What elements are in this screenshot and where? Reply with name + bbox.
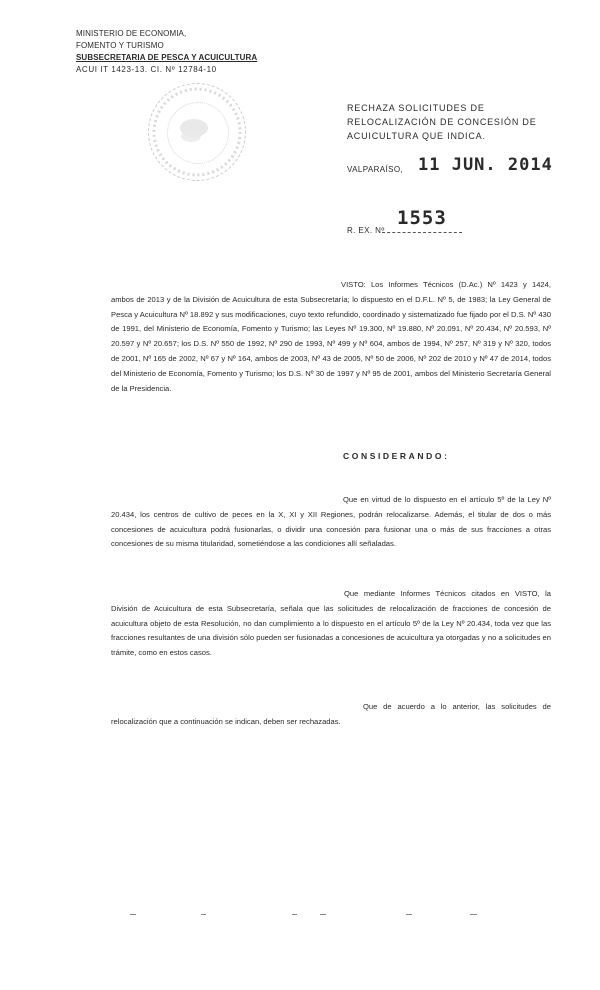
file-reference: ACUI IT 1423-13. CI. Nº 12784-10	[76, 65, 217, 74]
scan-mark	[470, 914, 477, 915]
resolution-subject: RECHAZA SOLICITUDES DE RELOCALIZACIÓN DE CONCESIÓN DE ACUICULTURA QUE INDICA.	[347, 103, 537, 141]
scan-mark	[201, 914, 206, 915]
resolution-number-line	[382, 232, 462, 233]
scan-mark	[130, 914, 136, 915]
scan-mark	[320, 914, 326, 915]
scan-mark	[406, 914, 412, 915]
scan-mark	[292, 914, 297, 915]
issuer-header	[76, 28, 257, 76]
considerando-heading: CONSIDERANDO:	[343, 451, 450, 461]
date-stamp: 11 JUN. 2014	[418, 155, 553, 175]
subsecretaria-name: SUBSECRETARIA DE PESCA Y ACUICULTURA	[76, 53, 258, 62]
ministry-subtitle: FOMENTO Y TURISMO	[76, 41, 164, 50]
visto-paragraph: VISTO: Los Informes Técnicos (D.Ac.) Nº 1423 y 1424, ambos de 2013 y de la División de Acuicultura de esta Subsecretaría; lo dispuesto en el D.F.L. Nº 5, de 1983; la Ley General de Pesca y Acuicultura Nº 18.892 y sus modificaciones, cuyo texto refundido, coordinado y sistematizado fue fijado por el D.S. Nº 430 de 1991, del Ministerio de Economía, Fomento y Turismo; las Leyes Nº 19.300, Nº 19.880, Nº 20.091, Nº 20.434, Nº 20.593, Nº 20.597 y Nº 20.657; los D.S. Nº 550 de 1992, Nº 290 de 1993, Nº 499 y Nº 604, ambos de 1994, Nº 257, Nº 319 y Nº 320, todos de 2001, Nº 165 de 2002, Nº 67 y Nº 164, ambos de 2003, Nº 43 de 2005, Nº 50 de 2006, Nº 202 de 2010 y Nº 47 de 2014, todos del Ministerio de Economía, Fomento y Turismo; los D.S. Nº 30 de 1997 y Nº 95 de 2001, ambos del Ministerio Secretaría General de la Presidencia.	[111, 280, 551, 393]
considerando-paragraph-3: Que de acuerdo a lo anterior, las solicitudes de relocalización que a continuación se indican, deben ser rechazadas.	[111, 702, 551, 726]
official-stamp-icon	[148, 83, 246, 181]
ministry-name: MINISTERIO DE ECONOMIA,	[76, 29, 187, 38]
resolution-number: 1553	[397, 207, 447, 229]
resolution-label: R. EX. Nº	[347, 226, 385, 235]
place-label: VALPARAÍSO,	[347, 165, 404, 174]
considerando-paragraph-1: Que en virtud de lo dispuesto en el artículo 5º de la Ley Nº 20.434, los centros de cultivo de peces en la X, XI y XII Regiones, podrán relocalizarse. Además, el titular de dos o más concesiones de acuicultura podrá fusionarlas, o dividir una concesión para fusionar una o más de sus fracciones a otras concesiones de su misma titularidad, sometiéndose a las condiciones allí señaladas.	[111, 495, 551, 549]
considerando-paragraph-2: Que mediante Informes Técnicos citados en VISTO, la División de Acuicultura de esta Subsecretaría, señala que las solicitudes de relocalización de fracciones de concesión de acuicultura objeto de esta Resolución, no dan cumplimiento a lo dispuesto en el artículo 5º de la Ley Nº 20.434, toda vez que las fracciones resultantes de una división sólo pueden ser fusionadas a concesiones de acuicultura ya otorgadas y no a solicitudes en trámite, como en estos casos.	[111, 589, 551, 658]
